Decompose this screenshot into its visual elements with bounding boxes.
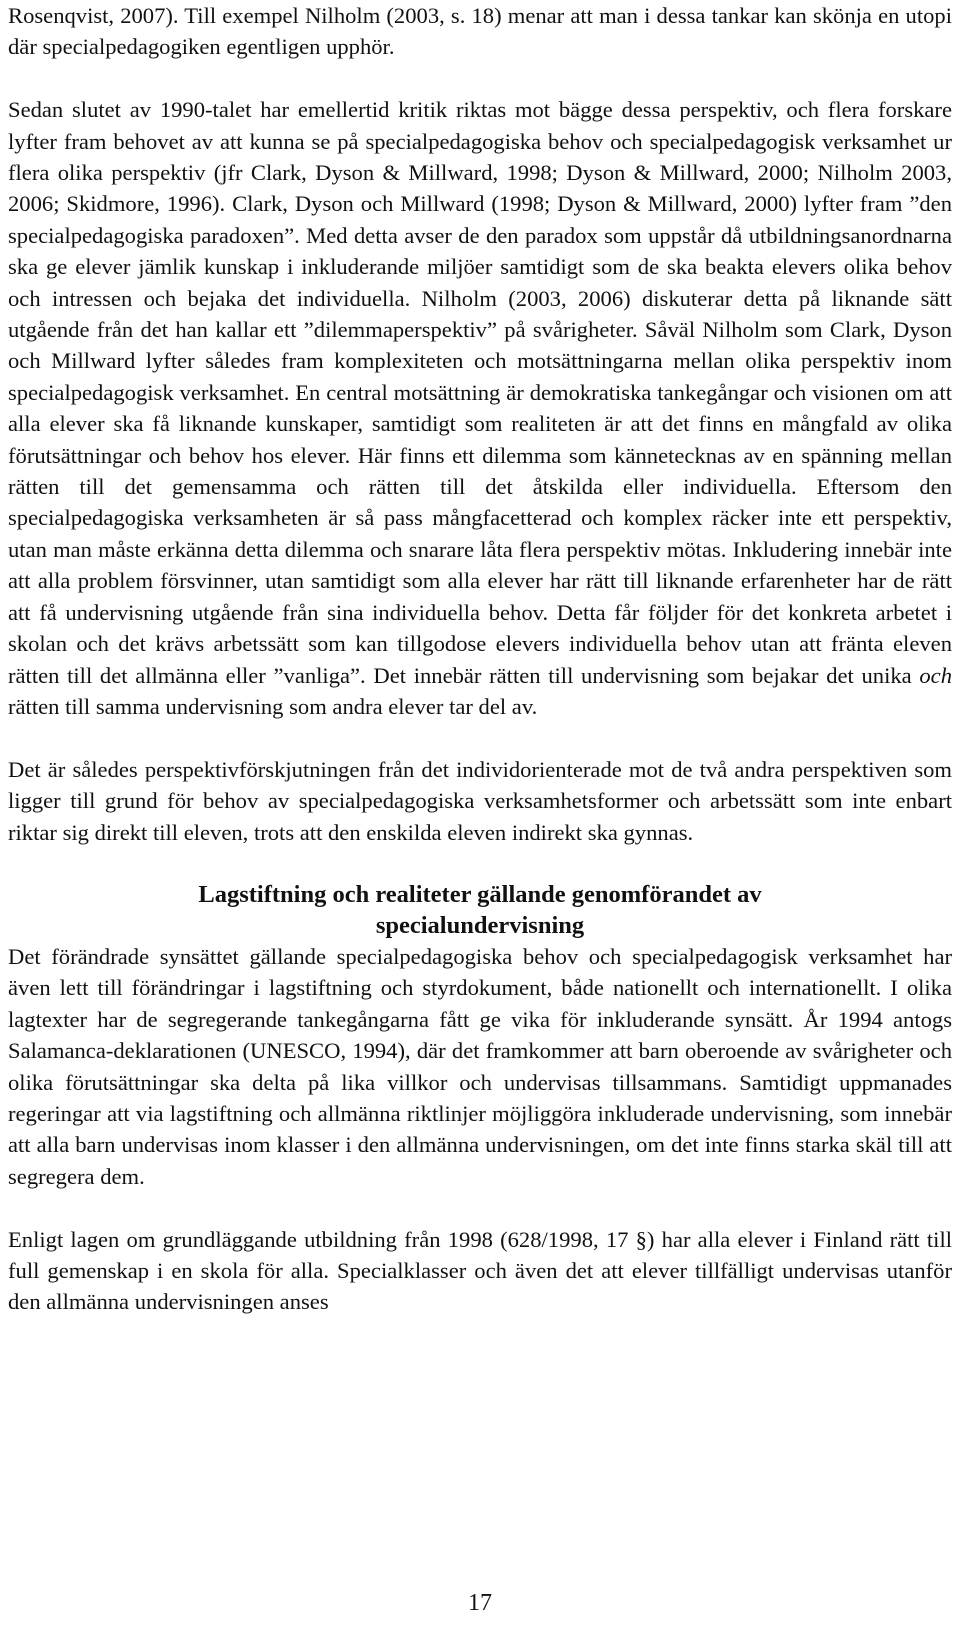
document-page [8, 0, 952, 1318]
paragraph-critique [8, 94, 952, 722]
section-heading-line-2: specialundervisning [375, 911, 585, 939]
paragraph-critique-text-end: rätten till samma undervisning som andra elever tar del av. [8, 693, 538, 719]
paragraph-legislation: Det förändrade synsättet gällande specialpedagogiska behov och specialpedagogisk verksamhet har även lett till förändringar i lagstiftning och styrdokument, både nationellt och internationellt. I olika lagtexter har de segregerande tankegångarna fått ge vika för inkluderande synsätt. År 1994 antogs Salamanca-deklarationen (UNESCO, 1994), där det framkommer att barn oberoende av svårigheter och olika förutsättningar ska delta på lika villkor och undervisas tillsammans. Samtidigt uppmanades regeringar att via lagstiftning och allmänna riktlinjer möjliggöra inkluderade undervisning, som innebär att alla barn undervisas inom klasser i den allmänna undervisningen, om det inte finns starka skäl till att segregera dem. [8, 943, 952, 1189]
section-heading-line-1: Lagstiftning och realiteter gällande genomförandet av [198, 880, 762, 908]
page-number: 17 [468, 1590, 492, 1616]
paragraph-perspective-shift: Det är således perspektivförskjutningen från det individorienterade mot de två andra perspektiven som ligger till grund för behov av specialpedagogiska verksamhetsformer och arbetssätt som inte enbart riktar sig direkt till eleven, trots att den enskilda eleven indirekt ska gynnas. [8, 756, 952, 845]
paragraph-finland-law: Enligt lagen om grundläggande utbildning från 1998 (628/1998, 17 §) har alla elever i Finland rätt till full gemenskap i en skola för alla. Specialklasser och även det att elever tillfälligt undervisas utanför den allmänna undervisningen anses [8, 1226, 952, 1315]
paragraph-intro-tail: Rosenqvist, 2007). Till exempel Nilholm (2003, s. 18) menar att man i dessa tankar kan skönja en utopi där specialpedagogiken egentligen upphör. [8, 3, 952, 60]
section-heading [8, 879, 952, 941]
paragraph-critique-text: Sedan slutet av 1990-talet har emellertid kritik riktas mot bägge dessa perspektiv, och flera forskare lyfter fram behovet av att kunna se på specialpedagogiska behov och specialpedagogisk verksamhet ur flera olika perspektiv (jfr Clark, Dyson & Millward, 1998; Dyson & Millward, 2000; Nilholm 2003, 2006; Skidmore, 1996). Clark, Dyson och Millward (1998; Dyson & Millward, 2000) lyfter fram ”den specialpedagogiska paradoxen”. Med detta avser de den paradox som uppstår då utbildningsanordnarna ska ge elever jämlik kunskap i inkluderande miljöer samtidigt som de ska beakta elevers olika behov och intressen och bejaka det individuella. Nilholm (2003, 2006) diskuterar detta på liknande sätt utgående från det han kallar ett ”dilemmaperspektiv” på svårigheter. Såväl Nilholm som Clark, Dyson och Millward lyfter således fram komplexiteten och motsättningarna mellan olika perspektiv inom specialpedagogisk verksamhet. En central motsättning är demokratiska tankegångar och visionen om att alla elever ska få liknande kunskaper, samtidigt som realiteten är att det finns en mångfald av olika förutsättningar och behov hos elever. Här finns ett dilemma som kännetecknas av en spänning mellan rätten till det gemensamma och rätten till det åtskilda eller individuella. Eftersom den specialpedagogiska verksamheten är så pass mångfacetterad och komplex räcker inte ett perspektiv, utan man måste erkänna detta dilemma och snarare låta flera perspektiv mötas. Inkludering innebär inte att alla problem försvinner, utan samtidigt som alla elever har rätt till liknande erfarenheter har de rätt att få undervisning utgående från sina individuella behov. Detta får följder för det konkreta arbetet i skolan och det krävs arbetssätt som kan tillgodose elevers individuella behov utan att fränta eleven rätten till det allmänna eller ”vanliga”. Det innebär rätten till undervisning som bejakar det unika [8, 97, 952, 688]
italic-emphasis: och [919, 662, 952, 688]
